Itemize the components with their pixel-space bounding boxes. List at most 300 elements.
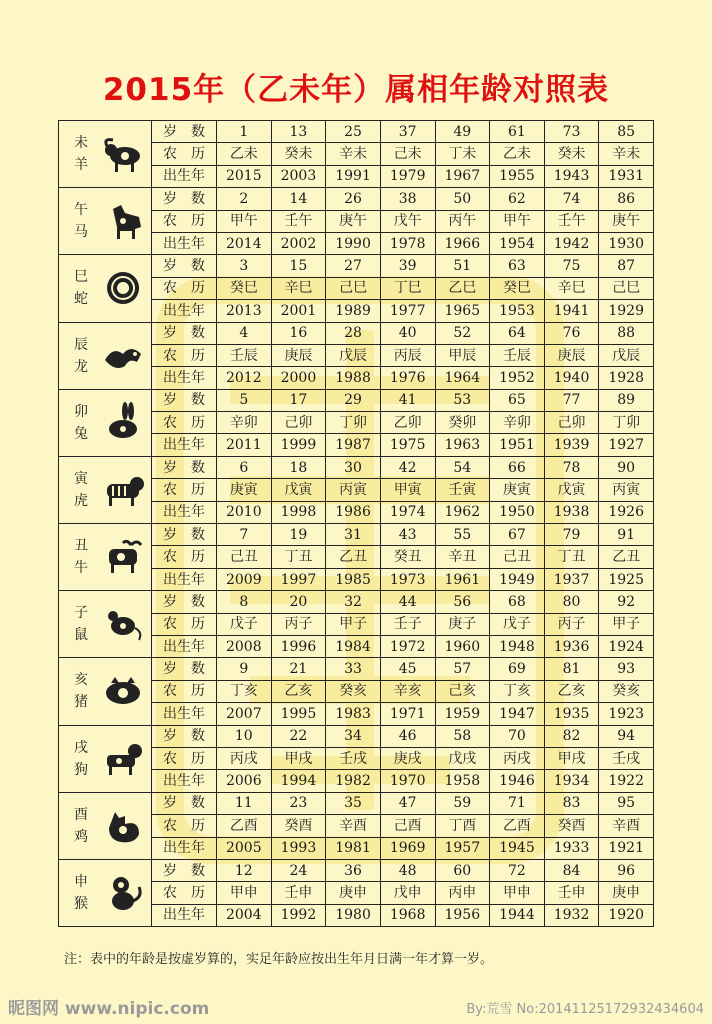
lunar-cell: 乙酉 <box>490 815 545 837</box>
birth-year-cell: 1991 <box>326 165 381 187</box>
age-label: 岁 数 <box>152 658 217 680</box>
birth-year-cell: 1975 <box>380 434 435 456</box>
birth-year-cell: 1979 <box>380 165 435 187</box>
animal-name-char: 猪 <box>74 694 88 711</box>
birth-year-cell: 1949 <box>490 568 545 590</box>
birth-year-cell: 1995 <box>271 703 326 725</box>
birth-year-cell: 1939 <box>544 434 599 456</box>
birth-year-cell: 1985 <box>326 568 381 590</box>
birth-year-cell: 1935 <box>544 703 599 725</box>
birth-year-cell: 1944 <box>490 904 545 926</box>
table-row <box>59 792 654 814</box>
birth-year-cell: 1951 <box>490 434 545 456</box>
birth-year-cell: 1988 <box>326 367 381 389</box>
age-cell: 48 <box>380 859 435 881</box>
age-cell: 19 <box>271 524 326 546</box>
animal-name-char: 亥 <box>74 672 88 689</box>
table-row <box>59 322 654 344</box>
birth-year-cell: 2004 <box>217 904 272 926</box>
birth-year-cell: 1986 <box>326 501 381 523</box>
age-cell: 83 <box>544 792 599 814</box>
age-cell: 34 <box>326 725 381 747</box>
lunar-cell: 丙辰 <box>380 344 435 366</box>
lunar-cell: 癸丑 <box>380 546 435 568</box>
age-cell: 84 <box>544 859 599 881</box>
age-cell: 54 <box>435 456 490 478</box>
age-cell: 90 <box>599 456 654 478</box>
page-title: 2015年（乙未年）属相年龄对照表 <box>102 72 610 108</box>
age-cell: 53 <box>435 389 490 411</box>
lunar-cell: 辛酉 <box>599 815 654 837</box>
lunar-cell: 丁亥 <box>490 680 545 702</box>
animal-name-char: 马 <box>74 224 88 241</box>
birth-year-cell: 1928 <box>599 367 654 389</box>
age-cell: 32 <box>326 591 381 613</box>
lunar-label: 农 历 <box>152 277 217 299</box>
age-cell: 64 <box>490 322 545 344</box>
age-cell: 16 <box>271 322 326 344</box>
age-cell: 33 <box>326 658 381 680</box>
rabbit-icon <box>101 401 145 445</box>
age-cell: 15 <box>271 255 326 277</box>
lunar-cell: 癸亥 <box>326 680 381 702</box>
animal-name <box>73 468 89 512</box>
animal-name-char: 戌 <box>74 739 88 756</box>
birth-year-cell: 1966 <box>435 232 490 254</box>
age-cell: 27 <box>326 255 381 277</box>
age-cell: 10 <box>217 725 272 747</box>
lunar-cell: 己卯 <box>544 412 599 434</box>
age-cell: 25 <box>326 121 381 143</box>
birth-year-cell: 1934 <box>544 770 599 792</box>
lunar-cell: 丙戌 <box>490 747 545 769</box>
birth-year-cell: 1948 <box>490 635 545 657</box>
snake-icon <box>101 266 145 310</box>
lunar-cell: 庚午 <box>326 210 381 232</box>
age-label: 岁 数 <box>152 792 217 814</box>
age-label: 岁 数 <box>152 255 217 277</box>
lunar-cell: 甲午 <box>490 210 545 232</box>
birth-year-cell: 1960 <box>435 635 490 657</box>
birth-year-cell: 1962 <box>435 501 490 523</box>
footnote: 注：表中的年龄是按虚岁算的，实足年龄应按出生年月日满一年才算一岁。 <box>64 952 494 967</box>
lunar-cell: 庚申 <box>326 882 381 904</box>
birth-year-cell: 1926 <box>599 501 654 523</box>
birth-year-cell: 2013 <box>217 300 272 322</box>
table-row <box>59 658 654 680</box>
lunar-cell: 壬辰 <box>217 344 272 366</box>
birth-year-cell: 1982 <box>326 770 381 792</box>
lunar-cell: 乙亥 <box>544 680 599 702</box>
birth-year-cell: 2001 <box>271 300 326 322</box>
birth-year-cell: 1961 <box>435 568 490 590</box>
birth-year-cell: 1976 <box>380 367 435 389</box>
lunar-cell: 己巳 <box>599 277 654 299</box>
age-cell: 74 <box>544 188 599 210</box>
age-label: 岁 数 <box>152 524 217 546</box>
animal-cell <box>59 322 152 389</box>
lunar-cell: 戊辰 <box>599 344 654 366</box>
age-cell: 11 <box>217 792 272 814</box>
lunar-cell: 庚午 <box>599 210 654 232</box>
birth-year-cell: 1994 <box>271 770 326 792</box>
birth-year-cell: 1927 <box>599 434 654 456</box>
birth-year-cell: 1953 <box>490 300 545 322</box>
rat-icon <box>101 602 145 646</box>
lunar-cell: 己巳 <box>326 277 381 299</box>
age-cell: 87 <box>599 255 654 277</box>
lunar-cell: 癸巳 <box>217 277 272 299</box>
birth-year-cell: 2015 <box>217 165 272 187</box>
age-cell: 62 <box>490 188 545 210</box>
birth-year-label: 出生年 <box>152 703 217 725</box>
birth-year-cell: 1931 <box>599 165 654 187</box>
lunar-cell: 辛丑 <box>435 546 490 568</box>
age-cell: 35 <box>326 792 381 814</box>
birth-year-cell: 1967 <box>435 165 490 187</box>
lunar-cell: 庚申 <box>599 882 654 904</box>
age-label: 岁 数 <box>152 389 217 411</box>
age-cell: 20 <box>271 591 326 613</box>
lunar-label: 农 历 <box>152 344 217 366</box>
birth-year-cell: 1924 <box>599 635 654 657</box>
animal-cell <box>59 188 152 255</box>
lunar-cell: 乙丑 <box>599 546 654 568</box>
birth-year-cell: 1980 <box>326 904 381 926</box>
age-cell: 17 <box>271 389 326 411</box>
animal-name <box>73 737 89 781</box>
lunar-cell: 己丑 <box>217 546 272 568</box>
birth-year-cell: 1997 <box>271 568 326 590</box>
animal-name <box>73 266 89 310</box>
lunar-cell: 癸亥 <box>599 680 654 702</box>
age-cell: 49 <box>435 121 490 143</box>
age-cell: 95 <box>599 792 654 814</box>
lunar-cell: 癸卯 <box>435 412 490 434</box>
age-cell: 72 <box>490 859 545 881</box>
birth-year-cell: 1969 <box>380 837 435 859</box>
lunar-cell: 癸未 <box>271 143 326 165</box>
age-cell: 66 <box>490 456 545 478</box>
watermark-id: By:荒雪 No:20141125172932434604 <box>466 1002 704 1017</box>
birth-year-cell: 1959 <box>435 703 490 725</box>
birth-year-cell: 1984 <box>326 635 381 657</box>
lunar-cell: 甲子 <box>326 613 381 635</box>
birth-year-cell: 1921 <box>599 837 654 859</box>
birth-year-cell: 1964 <box>435 367 490 389</box>
animal-name-char: 子 <box>74 605 88 622</box>
lunar-label: 农 历 <box>152 882 217 904</box>
birth-year-cell: 1956 <box>435 904 490 926</box>
age-cell: 86 <box>599 188 654 210</box>
animal-cell <box>59 591 152 658</box>
lunar-cell: 丙子 <box>544 613 599 635</box>
age-cell: 51 <box>435 255 490 277</box>
birth-year-cell: 1957 <box>435 837 490 859</box>
age-cell: 68 <box>490 591 545 613</box>
lunar-cell: 己卯 <box>271 412 326 434</box>
table-row <box>59 456 654 478</box>
birth-year-label: 出生年 <box>152 904 217 926</box>
lunar-cell: 甲寅 <box>380 479 435 501</box>
age-cell: 91 <box>599 524 654 546</box>
lunar-cell: 癸酉 <box>544 815 599 837</box>
lunar-cell: 丙寅 <box>599 479 654 501</box>
animal-name-char: 午 <box>74 202 88 219</box>
age-cell: 1 <box>217 121 272 143</box>
birth-year-label: 出生年 <box>152 770 217 792</box>
age-cell: 12 <box>217 859 272 881</box>
lunar-cell: 戊子 <box>490 613 545 635</box>
age-label: 岁 数 <box>152 725 217 747</box>
lunar-cell: 甲辰 <box>435 344 490 366</box>
birth-year-label: 出生年 <box>152 501 217 523</box>
birth-year-cell: 1936 <box>544 635 599 657</box>
birth-year-cell: 1998 <box>271 501 326 523</box>
lunar-cell: 壬子 <box>380 613 435 635</box>
dog-icon <box>101 737 145 781</box>
ox-icon <box>101 535 145 579</box>
animal-name-char: 卯 <box>74 403 88 420</box>
birth-year-label: 出生年 <box>152 300 217 322</box>
lunar-cell: 辛巳 <box>544 277 599 299</box>
birth-year-label: 出生年 <box>152 837 217 859</box>
animal-name-char: 巳 <box>74 269 88 286</box>
animal-cell <box>59 725 152 792</box>
lunar-cell: 辛未 <box>599 143 654 165</box>
birth-year-label: 出生年 <box>152 635 217 657</box>
lunar-cell: 壬辰 <box>490 344 545 366</box>
birth-year-cell: 1933 <box>544 837 599 859</box>
birth-year-cell: 2008 <box>217 635 272 657</box>
birth-year-cell: 1954 <box>490 232 545 254</box>
birth-year-cell: 1981 <box>326 837 381 859</box>
lunar-cell: 辛卯 <box>217 412 272 434</box>
birth-year-cell: 1945 <box>490 837 545 859</box>
birth-year-cell: 1932 <box>544 904 599 926</box>
lunar-cell: 壬申 <box>544 882 599 904</box>
lunar-cell: 甲戌 <box>544 747 599 769</box>
birth-year-cell: 1992 <box>271 904 326 926</box>
age-cell: 42 <box>380 456 435 478</box>
birth-year-cell: 1946 <box>490 770 545 792</box>
birth-year-cell: 2014 <box>217 232 272 254</box>
lunar-cell: 戊戌 <box>435 747 490 769</box>
animal-cell <box>59 389 152 456</box>
animal-name <box>73 535 89 579</box>
zodiac-age-table <box>58 120 654 927</box>
animal-name <box>73 334 89 378</box>
age-cell: 67 <box>490 524 545 546</box>
lunar-cell: 戊子 <box>217 613 272 635</box>
birth-year-cell: 1937 <box>544 568 599 590</box>
table-row <box>59 591 654 613</box>
age-cell: 21 <box>271 658 326 680</box>
age-cell: 22 <box>271 725 326 747</box>
animal-name-char: 兔 <box>74 425 88 442</box>
lunar-label: 农 历 <box>152 680 217 702</box>
lunar-cell: 己酉 <box>380 815 435 837</box>
lunar-label: 农 历 <box>152 210 217 232</box>
birth-year-cell: 1970 <box>380 770 435 792</box>
age-cell: 59 <box>435 792 490 814</box>
animal-name <box>73 401 89 445</box>
animal-name-char: 蛇 <box>74 291 88 308</box>
age-cell: 28 <box>326 322 381 344</box>
lunar-cell: 辛亥 <box>380 680 435 702</box>
table-row <box>59 389 654 411</box>
lunar-cell: 辛卯 <box>490 412 545 434</box>
age-cell: 37 <box>380 121 435 143</box>
table-row <box>59 725 654 747</box>
lunar-cell: 甲戌 <box>271 747 326 769</box>
dragon-icon <box>101 334 145 378</box>
age-cell: 30 <box>326 456 381 478</box>
lunar-cell: 丁未 <box>435 143 490 165</box>
age-cell: 55 <box>435 524 490 546</box>
age-cell: 8 <box>217 591 272 613</box>
age-cell: 71 <box>490 792 545 814</box>
lunar-cell: 庚戌 <box>380 747 435 769</box>
age-cell: 14 <box>271 188 326 210</box>
age-cell: 85 <box>599 121 654 143</box>
table-row <box>59 188 654 210</box>
age-cell: 56 <box>435 591 490 613</box>
lunar-cell: 庚寅 <box>490 479 545 501</box>
animal-name-char: 鸡 <box>74 828 88 845</box>
birth-year-cell: 1971 <box>380 703 435 725</box>
birth-year-cell: 2005 <box>217 837 272 859</box>
lunar-cell: 己未 <box>380 143 435 165</box>
pig-icon <box>101 669 145 713</box>
age-cell: 92 <box>599 591 654 613</box>
animal-cell <box>59 121 152 188</box>
birth-year-cell: 1952 <box>490 367 545 389</box>
lunar-cell: 甲子 <box>599 613 654 635</box>
age-cell: 29 <box>326 389 381 411</box>
lunar-cell: 癸酉 <box>271 815 326 837</box>
animal-cell <box>59 255 152 322</box>
lunar-cell: 乙未 <box>217 143 272 165</box>
animal-cell <box>59 859 152 926</box>
lunar-cell: 壬戌 <box>326 747 381 769</box>
age-cell: 75 <box>544 255 599 277</box>
birth-year-cell: 1977 <box>380 300 435 322</box>
lunar-cell: 戊辰 <box>326 344 381 366</box>
age-cell: 45 <box>380 658 435 680</box>
lunar-cell: 己丑 <box>490 546 545 568</box>
lunar-cell: 乙亥 <box>271 680 326 702</box>
animal-cell <box>59 792 152 859</box>
age-label: 岁 数 <box>152 322 217 344</box>
birth-year-cell: 1947 <box>490 703 545 725</box>
age-cell: 50 <box>435 188 490 210</box>
birth-year-cell: 1972 <box>380 635 435 657</box>
age-cell: 36 <box>326 859 381 881</box>
lunar-cell: 甲午 <box>217 210 272 232</box>
age-cell: 44 <box>380 591 435 613</box>
birth-year-cell: 1923 <box>599 703 654 725</box>
animal-name <box>73 132 89 176</box>
age-cell: 24 <box>271 859 326 881</box>
birth-year-cell: 1978 <box>380 232 435 254</box>
lunar-cell: 庚子 <box>435 613 490 635</box>
animal-name-char: 酉 <box>74 806 88 823</box>
birth-year-cell: 1989 <box>326 300 381 322</box>
animal-name-char: 羊 <box>74 157 88 174</box>
age-cell: 58 <box>435 725 490 747</box>
birth-year-cell: 2012 <box>217 367 272 389</box>
table-row <box>59 255 654 277</box>
lunar-cell: 壬寅 <box>435 479 490 501</box>
animal-cell <box>59 658 152 725</box>
lunar-label: 农 历 <box>152 613 217 635</box>
age-label: 岁 数 <box>152 121 217 143</box>
lunar-cell: 丁酉 <box>435 815 490 837</box>
birth-year-label: 出生年 <box>152 434 217 456</box>
birth-year-cell: 1965 <box>435 300 490 322</box>
watermark-site: 昵图网 www.nipic.com <box>8 999 210 1019</box>
age-cell: 31 <box>326 524 381 546</box>
age-label: 岁 数 <box>152 591 217 613</box>
birth-year-cell: 1925 <box>599 568 654 590</box>
lunar-cell: 己亥 <box>435 680 490 702</box>
lunar-cell: 乙酉 <box>217 815 272 837</box>
lunar-cell: 丙申 <box>435 882 490 904</box>
lunar-cell: 丙戌 <box>217 747 272 769</box>
age-cell: 4 <box>217 322 272 344</box>
birth-year-cell: 1990 <box>326 232 381 254</box>
birth-year-cell: 1983 <box>326 703 381 725</box>
lunar-cell: 甲申 <box>490 882 545 904</box>
lunar-cell: 丁巳 <box>380 277 435 299</box>
lunar-cell: 丁丑 <box>544 546 599 568</box>
lunar-cell: 壬午 <box>271 210 326 232</box>
animal-name-char: 未 <box>74 135 88 152</box>
age-cell: 39 <box>380 255 435 277</box>
animal-name-char: 牛 <box>74 560 88 577</box>
lunar-cell: 乙巳 <box>435 277 490 299</box>
horse-icon <box>101 199 145 243</box>
age-cell: 18 <box>271 456 326 478</box>
animal-name-char: 鼠 <box>74 627 88 644</box>
animal-name <box>73 199 89 243</box>
lunar-cell: 庚寅 <box>217 479 272 501</box>
lunar-cell: 戊午 <box>380 210 435 232</box>
lunar-label: 农 历 <box>152 747 217 769</box>
age-cell: 73 <box>544 121 599 143</box>
birth-year-label: 出生年 <box>152 165 217 187</box>
age-cell: 6 <box>217 456 272 478</box>
lunar-cell: 甲申 <box>217 882 272 904</box>
animal-name-char: 丑 <box>74 538 88 555</box>
animal-name <box>73 602 89 646</box>
lunar-cell: 癸未 <box>544 143 599 165</box>
lunar-cell: 戊寅 <box>544 479 599 501</box>
age-cell: 78 <box>544 456 599 478</box>
age-label: 岁 数 <box>152 859 217 881</box>
lunar-cell: 丙午 <box>435 210 490 232</box>
birth-year-cell: 2011 <box>217 434 272 456</box>
lunar-cell: 壬申 <box>271 882 326 904</box>
lunar-cell: 丁卯 <box>599 412 654 434</box>
age-cell: 41 <box>380 389 435 411</box>
birth-year-cell: 1958 <box>435 770 490 792</box>
age-cell: 43 <box>380 524 435 546</box>
goat-icon <box>101 132 145 176</box>
tiger-icon <box>101 468 145 512</box>
age-cell: 57 <box>435 658 490 680</box>
